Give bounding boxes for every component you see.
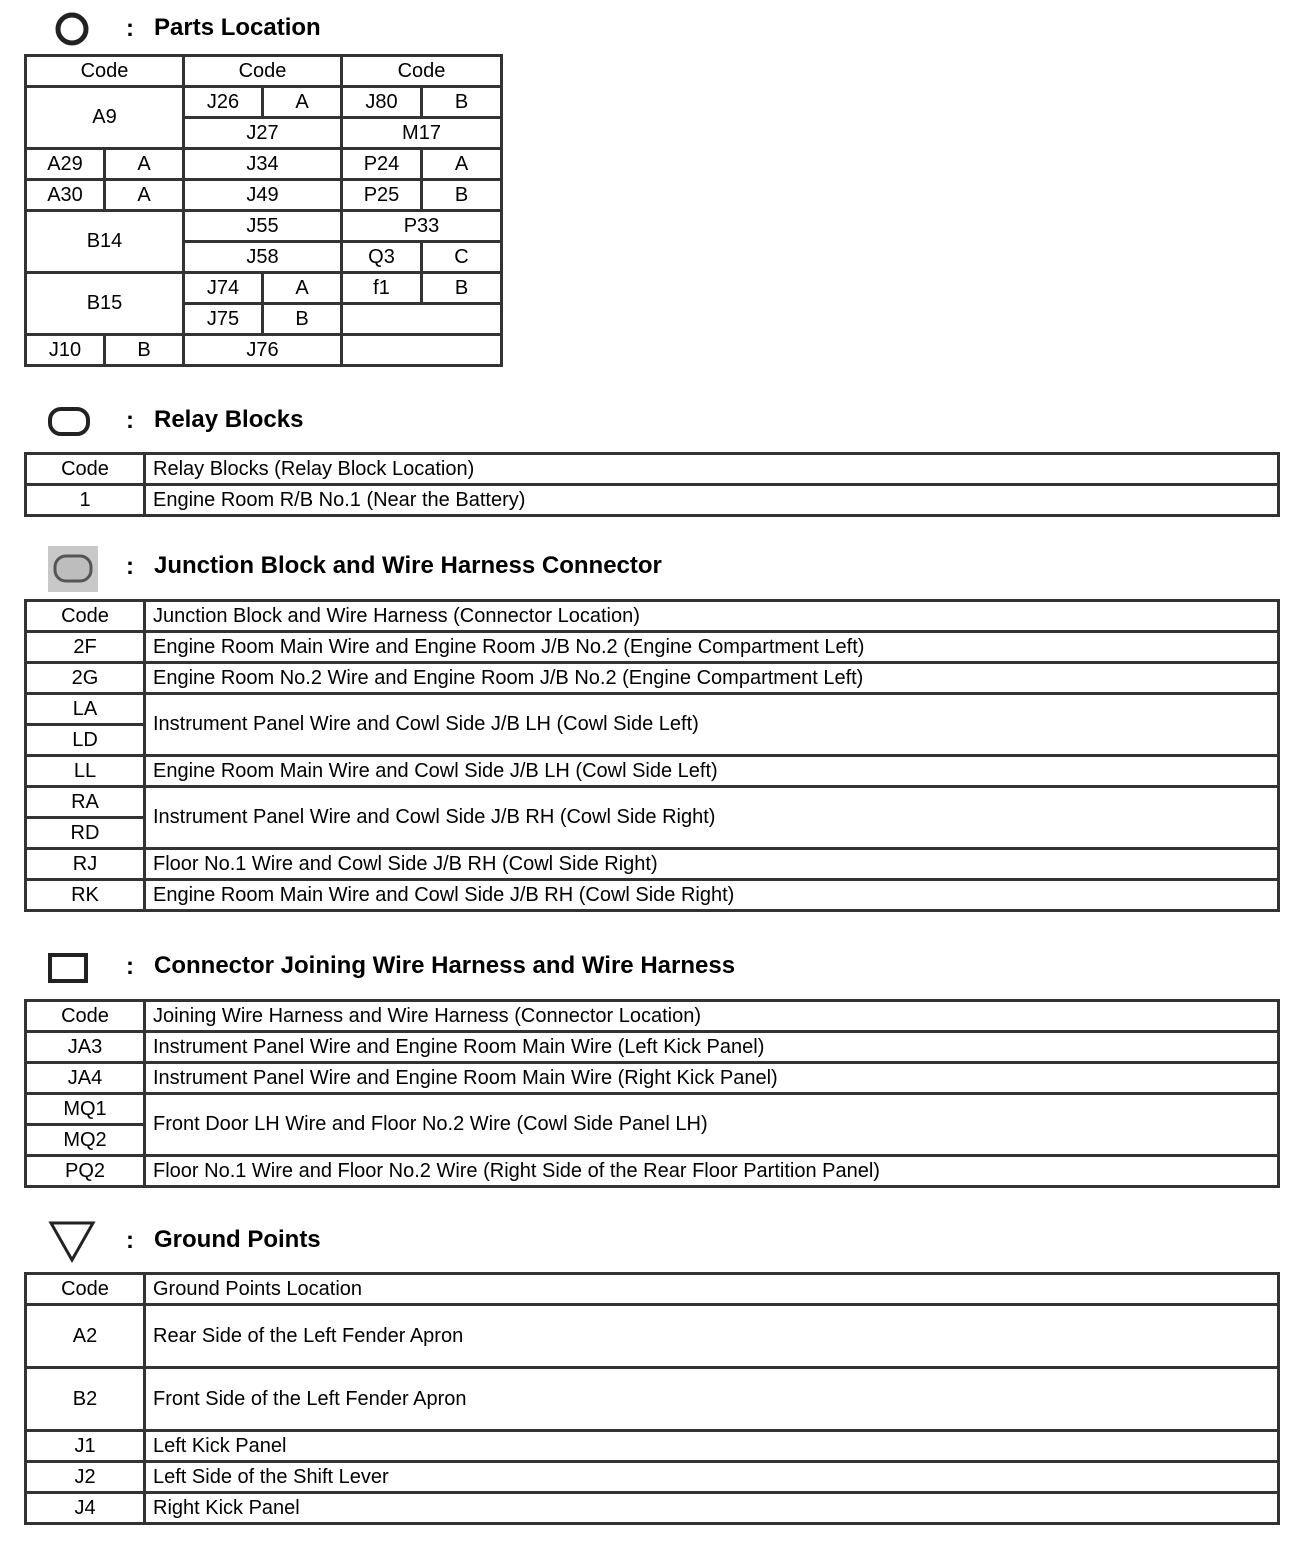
table-header-row	[26, 1274, 1279, 1305]
ground-points-table	[24, 1272, 1280, 1525]
part-code: A29	[26, 149, 105, 180]
part-letter: B	[263, 304, 342, 335]
part-code: J76	[184, 335, 342, 366]
part-code: J27	[184, 118, 342, 149]
table-row	[26, 1032, 1279, 1063]
row-description: Front Door LH Wire and Floor No.2 Wire (Cowl Side Panel LH)	[145, 1094, 1279, 1156]
table-row	[26, 1063, 1279, 1094]
row-description: Right Kick Panel	[145, 1493, 1279, 1524]
section-title: Parts Location	[154, 14, 321, 41]
row-code: A2	[26, 1305, 145, 1368]
shaded-rounded-rect-icon	[48, 546, 92, 590]
row-description: Front Side of the Left Fender Apron	[145, 1368, 1279, 1431]
circle-icon	[48, 8, 92, 52]
table-row	[26, 694, 1279, 725]
table-row	[26, 149, 502, 180]
part-code: P33	[342, 211, 502, 242]
part-code: A9	[26, 87, 184, 149]
table-header-row	[26, 454, 1279, 485]
row-code: RA	[26, 787, 145, 818]
heading-colon: :	[126, 1227, 134, 1254]
row-description: Engine Room No.2 Wire and Engine Room J/B No.2 (Engine Compartment Left)	[145, 663, 1279, 694]
triangle-down-icon	[48, 1220, 92, 1264]
table-row	[26, 211, 502, 242]
table-row	[26, 787, 1279, 818]
square-icon	[48, 946, 92, 990]
row-code: J1	[26, 1431, 145, 1462]
table-row	[26, 663, 1279, 694]
row-code: LA	[26, 694, 145, 725]
header-code: Code	[26, 56, 184, 87]
heading-colon: :	[126, 553, 134, 580]
table-row	[26, 632, 1279, 663]
part-code: J80	[342, 87, 422, 118]
part-code: J58	[184, 242, 342, 273]
part-letter: A	[422, 149, 502, 180]
part-code: J34	[184, 149, 342, 180]
part-code: P24	[342, 149, 422, 180]
row-description: Instrument Panel Wire and Cowl Side J/B LH (Cowl Side Left)	[145, 694, 1279, 756]
part-code: Q3	[342, 242, 422, 273]
row-description: Engine Room Main Wire and Cowl Side J/B LH (Cowl Side Left)	[145, 756, 1279, 787]
section-title: Junction Block and Wire Harness Connector	[154, 552, 662, 579]
table-header-row	[26, 601, 1279, 632]
part-code: B14	[26, 211, 184, 273]
row-code: LD	[26, 725, 145, 756]
section-title: Ground Points	[154, 1226, 321, 1253]
empty-cell	[342, 335, 502, 366]
part-code: J75	[184, 304, 263, 335]
row-code: MQ2	[26, 1125, 145, 1156]
table-header-row	[26, 56, 502, 87]
row-description: Rear Side of the Left Fender Apron	[145, 1305, 1279, 1368]
header-code: Code	[342, 56, 502, 87]
row-code: 2F	[26, 632, 145, 663]
part-code: J74	[184, 273, 263, 304]
row-code: RJ	[26, 849, 145, 880]
row-description: Engine Room Main Wire and Cowl Side J/B RH (Cowl Side Right)	[145, 880, 1279, 911]
row-code: JA3	[26, 1032, 145, 1063]
header-description: Joining Wire Harness and Wire Harness (Connector Location)	[145, 1001, 1279, 1032]
row-code: PQ2	[26, 1156, 145, 1187]
table-header-row	[26, 1001, 1279, 1032]
table-row	[26, 87, 502, 118]
part-letter: A	[263, 273, 342, 304]
part-letter: C	[422, 242, 502, 273]
part-letter: B	[422, 273, 502, 304]
header-code: Code	[184, 56, 342, 87]
header-description: Junction Block and Wire Harness (Connector Location)	[145, 601, 1279, 632]
part-letter: B	[105, 335, 184, 366]
header-code: Code	[26, 454, 145, 485]
row-code: 1	[26, 485, 145, 516]
part-code: J49	[184, 180, 342, 211]
table-row	[26, 1431, 1279, 1462]
table-row	[26, 756, 1279, 787]
heading-colon: :	[126, 15, 134, 42]
part-code: J10	[26, 335, 105, 366]
row-description: Floor No.1 Wire and Cowl Side J/B RH (Cowl Side Right)	[145, 849, 1279, 880]
header-code: Code	[26, 1274, 145, 1305]
part-code: f1	[342, 273, 422, 304]
row-code: B2	[26, 1368, 145, 1431]
section-title: Connector Joining Wire Harness and Wire Harness	[154, 952, 736, 979]
part-code: A30	[26, 180, 105, 211]
parts-location-table	[24, 54, 503, 367]
table-row	[26, 1094, 1279, 1125]
part-code: M17	[342, 118, 502, 149]
part-letter: A	[105, 180, 184, 211]
part-code: J55	[184, 211, 342, 242]
row-description: Engine Room R/B No.1 (Near the Battery)	[145, 485, 1279, 516]
row-description: Floor No.1 Wire and Floor No.2 Wire (Right Side of the Rear Floor Partition Panel)	[145, 1156, 1279, 1187]
row-description: Left Kick Panel	[145, 1431, 1279, 1462]
header-code: Code	[26, 601, 145, 632]
row-code: JA4	[26, 1063, 145, 1094]
connector-joining-table	[24, 999, 1280, 1188]
table-row	[26, 485, 1279, 516]
table-row	[26, 180, 502, 211]
table-row	[26, 1368, 1279, 1431]
table-row	[26, 880, 1279, 911]
table-row	[26, 1462, 1279, 1493]
heading-colon: :	[126, 953, 134, 980]
row-code: MQ1	[26, 1094, 145, 1125]
row-code: RK	[26, 880, 145, 911]
part-letter: B	[422, 87, 502, 118]
table-row	[26, 273, 502, 304]
rounded-rect-icon	[48, 400, 92, 444]
part-letter: A	[105, 149, 184, 180]
table-row	[26, 1305, 1279, 1368]
relay-blocks-table	[24, 452, 1280, 517]
part-code: J26	[184, 87, 263, 118]
row-code: LL	[26, 756, 145, 787]
row-code: J4	[26, 1493, 145, 1524]
part-letter: B	[422, 180, 502, 211]
row-description: Instrument Panel Wire and Cowl Side J/B RH (Cowl Side Right)	[145, 787, 1279, 849]
empty-cell	[342, 304, 502, 335]
part-letter: A	[263, 87, 342, 118]
header-description: Relay Blocks (Relay Block Location)	[145, 454, 1279, 485]
table-row	[26, 1493, 1279, 1524]
row-code: 2G	[26, 663, 145, 694]
part-code: P25	[342, 180, 422, 211]
row-description: Engine Room Main Wire and Engine Room J/B No.2 (Engine Compartment Left)	[145, 632, 1279, 663]
header-code: Code	[26, 1001, 145, 1032]
part-code: B15	[26, 273, 184, 335]
table-row	[26, 335, 502, 366]
row-description: Left Side of the Shift Lever	[145, 1462, 1279, 1493]
row-description: Instrument Panel Wire and Engine Room Main Wire (Left Kick Panel)	[145, 1032, 1279, 1063]
table-row	[26, 849, 1279, 880]
table-row	[26, 1156, 1279, 1187]
junction-block-table	[24, 599, 1280, 912]
row-code: J2	[26, 1462, 145, 1493]
row-code: RD	[26, 818, 145, 849]
header-description: Ground Points Location	[145, 1274, 1279, 1305]
row-description: Instrument Panel Wire and Engine Room Main Wire (Right Kick Panel)	[145, 1063, 1279, 1094]
section-title: Relay Blocks	[154, 406, 304, 433]
heading-colon: :	[126, 407, 134, 434]
